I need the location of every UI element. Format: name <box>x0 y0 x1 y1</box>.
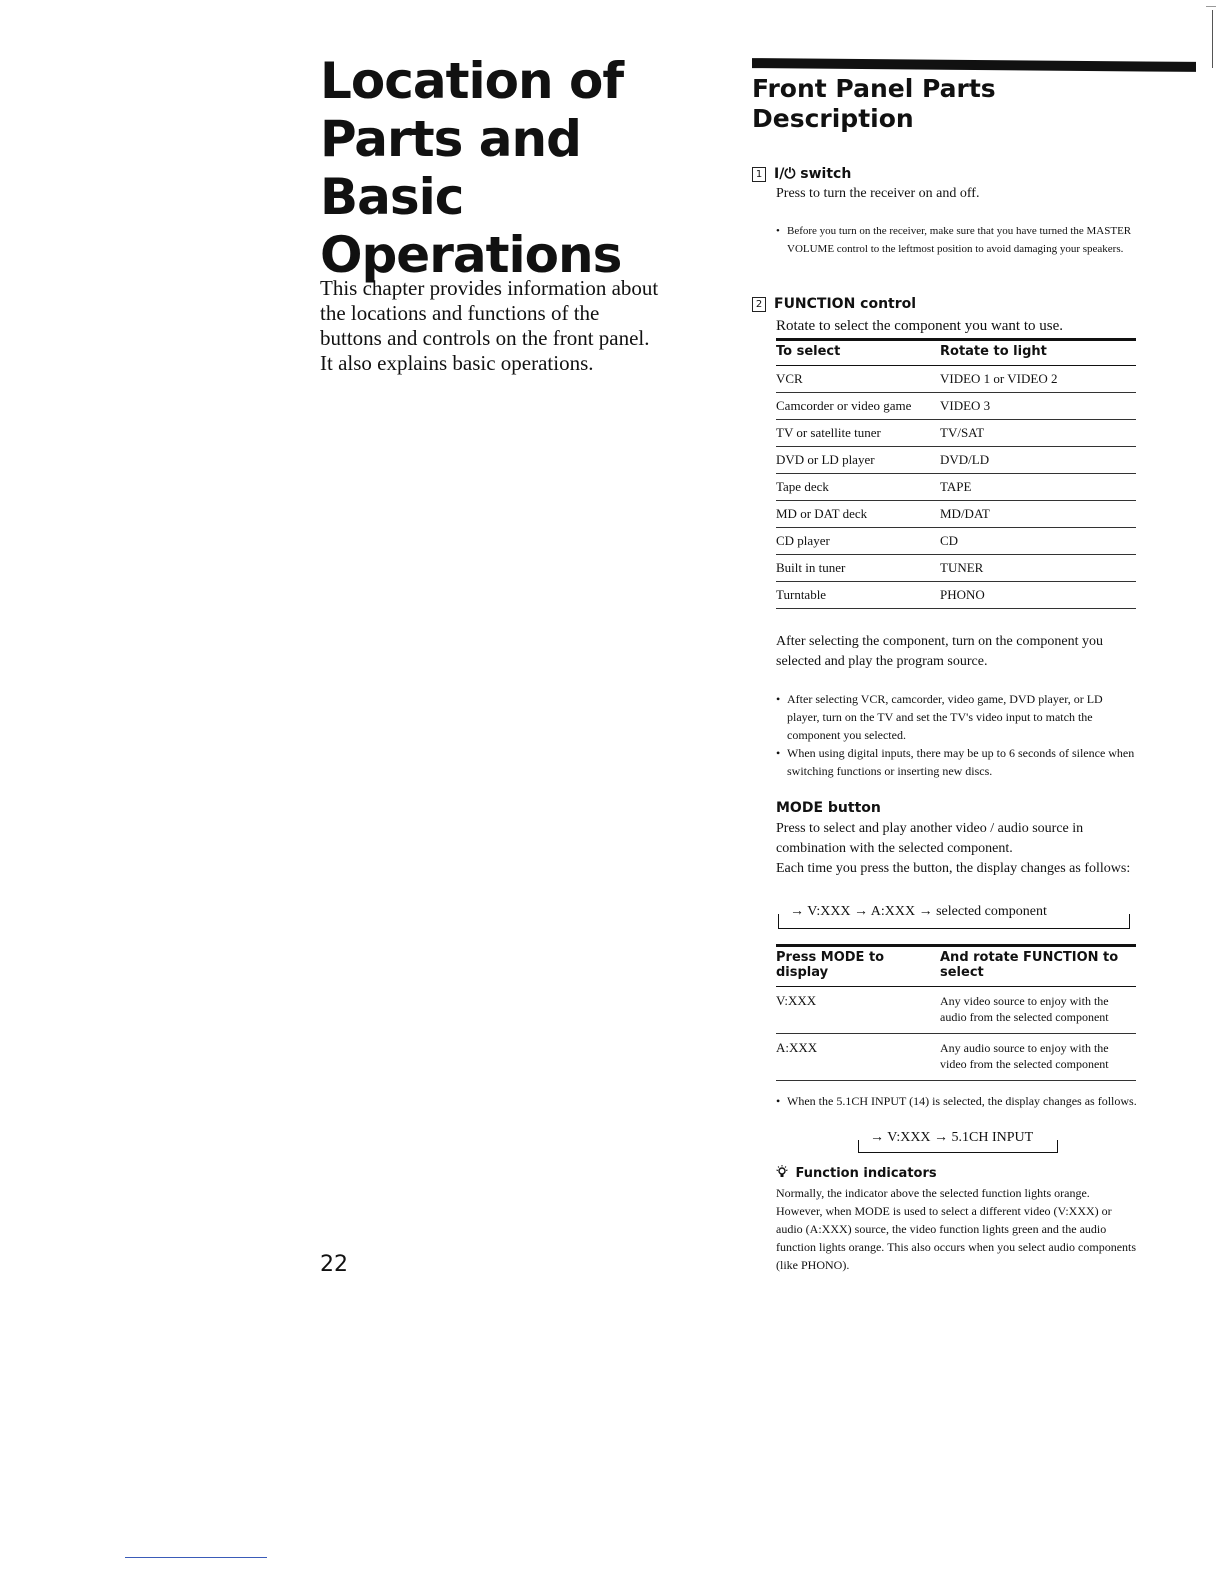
item1-number: 1 <box>752 167 766 182</box>
section-title <box>752 74 996 134</box>
table-row <box>776 582 1136 609</box>
table-cell: Built in tuner <box>776 555 940 582</box>
section-top-bar <box>752 58 1196 72</box>
mode-flow-loop <box>778 914 1130 929</box>
table-cell: VIDEO 1 or VIDEO 2 <box>940 366 1136 393</box>
function-table-header-light: Rotate to light <box>940 340 1136 366</box>
item2-after-text: After selecting the component, turn on the component you selected and play the program source. <box>776 634 1103 669</box>
table-cell: TUNER <box>940 555 1136 582</box>
table-cell: TV/SAT <box>940 420 1136 447</box>
table-row <box>776 447 1136 474</box>
corner-dash <box>1206 6 1216 7</box>
table-cell: Any video source to enjoy with the audio from the selected component <box>940 987 1136 1034</box>
table-cell: A:XXX <box>776 1034 940 1081</box>
item1-note: • Before you turn on the receiver, make sure that you have turned the MASTER VOLUME control to the leftmost position to avoid damaging your speakers. <box>776 222 1138 258</box>
mode-text1: Press to select and play another video / audio source in combination with the selected component. <box>776 821 1084 856</box>
item1-heading <box>752 166 851 182</box>
item2-heading-text: FUNCTION control <box>774 296 917 312</box>
table-cell: DVD/LD <box>940 447 1136 474</box>
mode-flow: → V:XXX → A:XXX → selected component <box>790 904 1047 919</box>
lightbulb-icon <box>776 1166 796 1181</box>
table-cell: MD/DAT <box>940 501 1136 528</box>
table-cell: TV or satellite tuner <box>776 420 940 447</box>
table-cell: DVD or LD player <box>776 447 940 474</box>
mode-table-header-select: And rotate FUNCTION to select <box>940 946 1136 987</box>
tip-text: Normally, the indicator above the selected function lights orange. However, when MODE is used to select a different video (V:XXX) or audio (A:XXX) source, the video function lights green and the audio function lights orange. This also occurs when you select audio components (like PHONO). <box>776 1186 1137 1272</box>
mode-table <box>776 944 1136 1081</box>
table-cell: PHONO <box>940 582 1136 609</box>
bottom-rule <box>125 1557 267 1558</box>
section-title-line2: Description <box>752 104 914 133</box>
item2-notes <box>776 690 1138 780</box>
section-title-line1: Front Panel Parts <box>752 74 996 103</box>
item1-text: Press to turn the receiver on and off. <box>776 186 980 201</box>
chapter-intro: This chapter provides information about the locations and functions of the buttons and controls on the front panel. It also explains basic operations. <box>320 276 659 375</box>
item2-heading <box>752 296 916 312</box>
table-row <box>776 987 1136 1034</box>
mode-note: • When the 5.1CH INPUT (14) is selected, the display changes as follows. <box>776 1092 1138 1110</box>
table-row <box>776 366 1136 393</box>
table-row <box>776 528 1136 555</box>
function-table-header-select: To select <box>776 340 940 366</box>
table-row <box>776 1034 1136 1081</box>
mode-notes <box>776 1092 1138 1110</box>
page-number: 22 <box>320 1252 348 1277</box>
table-row <box>776 393 1136 420</box>
table-row <box>776 555 1136 582</box>
table-cell: VCR <box>776 366 940 393</box>
table-row <box>776 420 1136 447</box>
function-table <box>776 338 1136 609</box>
mode-text2: Each time you press the button, the display changes as follows: <box>776 861 1131 876</box>
table-cell: TAPE <box>940 474 1136 501</box>
item1-heading-text: I/⏻ switch <box>774 166 852 182</box>
tip-heading <box>776 1165 937 1181</box>
table-cell: VIDEO 3 <box>940 393 1136 420</box>
function-table-header <box>776 340 1136 366</box>
table-cell: CD <box>940 528 1136 555</box>
tip-heading-text: Function indicators <box>795 1166 937 1181</box>
table-row <box>776 501 1136 528</box>
item2-number: 2 <box>752 297 766 312</box>
item2-text: Rotate to select the component you want to use. <box>776 318 1064 334</box>
item1-notes <box>776 222 1138 258</box>
chapter-title: Location of Parts and Basic Operations <box>320 52 624 284</box>
item2-note: • When using digital inputs, there may be up to 6 seconds of silence when switching functions or inserting new discs. <box>776 744 1138 780</box>
table-cell: V:XXX <box>776 987 940 1034</box>
mode-table-header-display: Press MODE to display <box>776 946 940 987</box>
mode-heading: MODE button <box>776 800 881 816</box>
table-cell: Any audio source to enjoy with the video from the selected component <box>940 1034 1136 1081</box>
table-cell: CD player <box>776 528 940 555</box>
mode-flow2-loop <box>858 1140 1058 1153</box>
table-cell: MD or DAT deck <box>776 501 940 528</box>
corner-mark <box>1212 10 1213 68</box>
table-cell: Camcorder or video game <box>776 393 940 420</box>
item2-note: • After selecting VCR, camcorder, video game, DVD player, or LD player, turn on the TV and set the TV's video input to match the component you selected. <box>776 690 1138 744</box>
mode-table-header <box>776 946 1136 987</box>
mode-flow2: → V:XXX → 5.1CH INPUT <box>870 1130 1034 1145</box>
table-row <box>776 474 1136 501</box>
table-cell: Tape deck <box>776 474 940 501</box>
table-cell: Turntable <box>776 582 940 609</box>
